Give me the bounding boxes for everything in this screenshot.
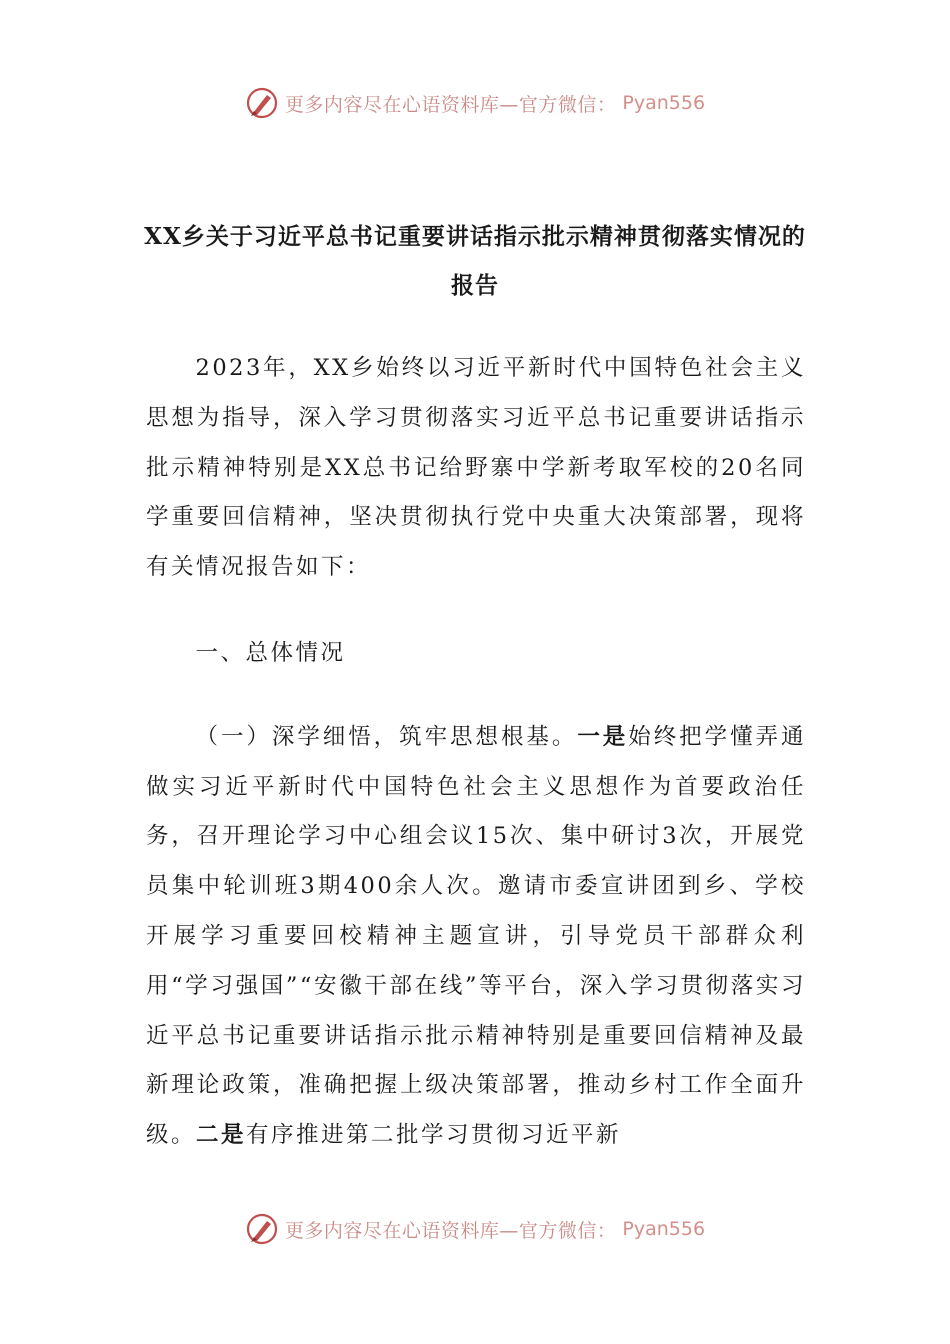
watermark-wechat-id: Pyan556 xyxy=(622,1218,706,1240)
point-text-1: 始终把学懂弄通做实习近平新时代中国特色社会主义思想作为首要政治任务，召开理论学习中心组会议15次、集中研讨3次，开展党员集中轮训班3期400余人次。邀请市委宣讲团到乡、学校开展学习重要回校精神主题宣讲，引导党员干部群众利用“学习强国”“安徽干部在线”等平台，深入学习贯彻落实习近平总书记重要讲话指示批示精神特别是重要回信精神及最新理论政策，准确把握上级决策部署，推动乡村工作全面升级。 xyxy=(146,723,806,1149)
intro-paragraph: 2023年，XX乡始终以习近平新时代中国特色社会主义思想为指导，深入学习贯彻落实习近平总书记重要讲话指示批示精神特别是XX总书记给野寨中学新考取军校的20名同学重要回信精神，坚决贯彻执行党中央重大决策部署，现将有关情况报告如下： xyxy=(146,355,806,581)
document-body xyxy=(146,344,806,1161)
point-label-1: 一是 xyxy=(577,723,629,750)
watermark-header xyxy=(0,86,950,120)
subsection-paragraph xyxy=(146,713,806,1161)
pen-nib-logo-icon xyxy=(245,1212,279,1246)
subsection-lead: （一）深学细悟，筑牢思想根基。 xyxy=(195,723,578,750)
document-title: XX乡关于习近平总书记重要讲话指示批示精神贯彻落实情况的报告 xyxy=(144,223,806,299)
watermark-text: 更多内容尽在心语资料库—官方微信： xyxy=(284,93,617,116)
point-text-2: 有序推进第二批学习贯彻习近平新 xyxy=(246,1122,622,1149)
point-label-2: 二是 xyxy=(196,1122,247,1149)
pen-nib-logo-icon xyxy=(245,86,279,120)
watermark-text: 更多内容尽在心语资料库—官方微信： xyxy=(284,1219,617,1242)
watermark-footer xyxy=(0,1212,950,1246)
section-heading: 一、总体情况 xyxy=(195,639,346,666)
watermark-wechat-id: Pyan556 xyxy=(622,92,706,114)
